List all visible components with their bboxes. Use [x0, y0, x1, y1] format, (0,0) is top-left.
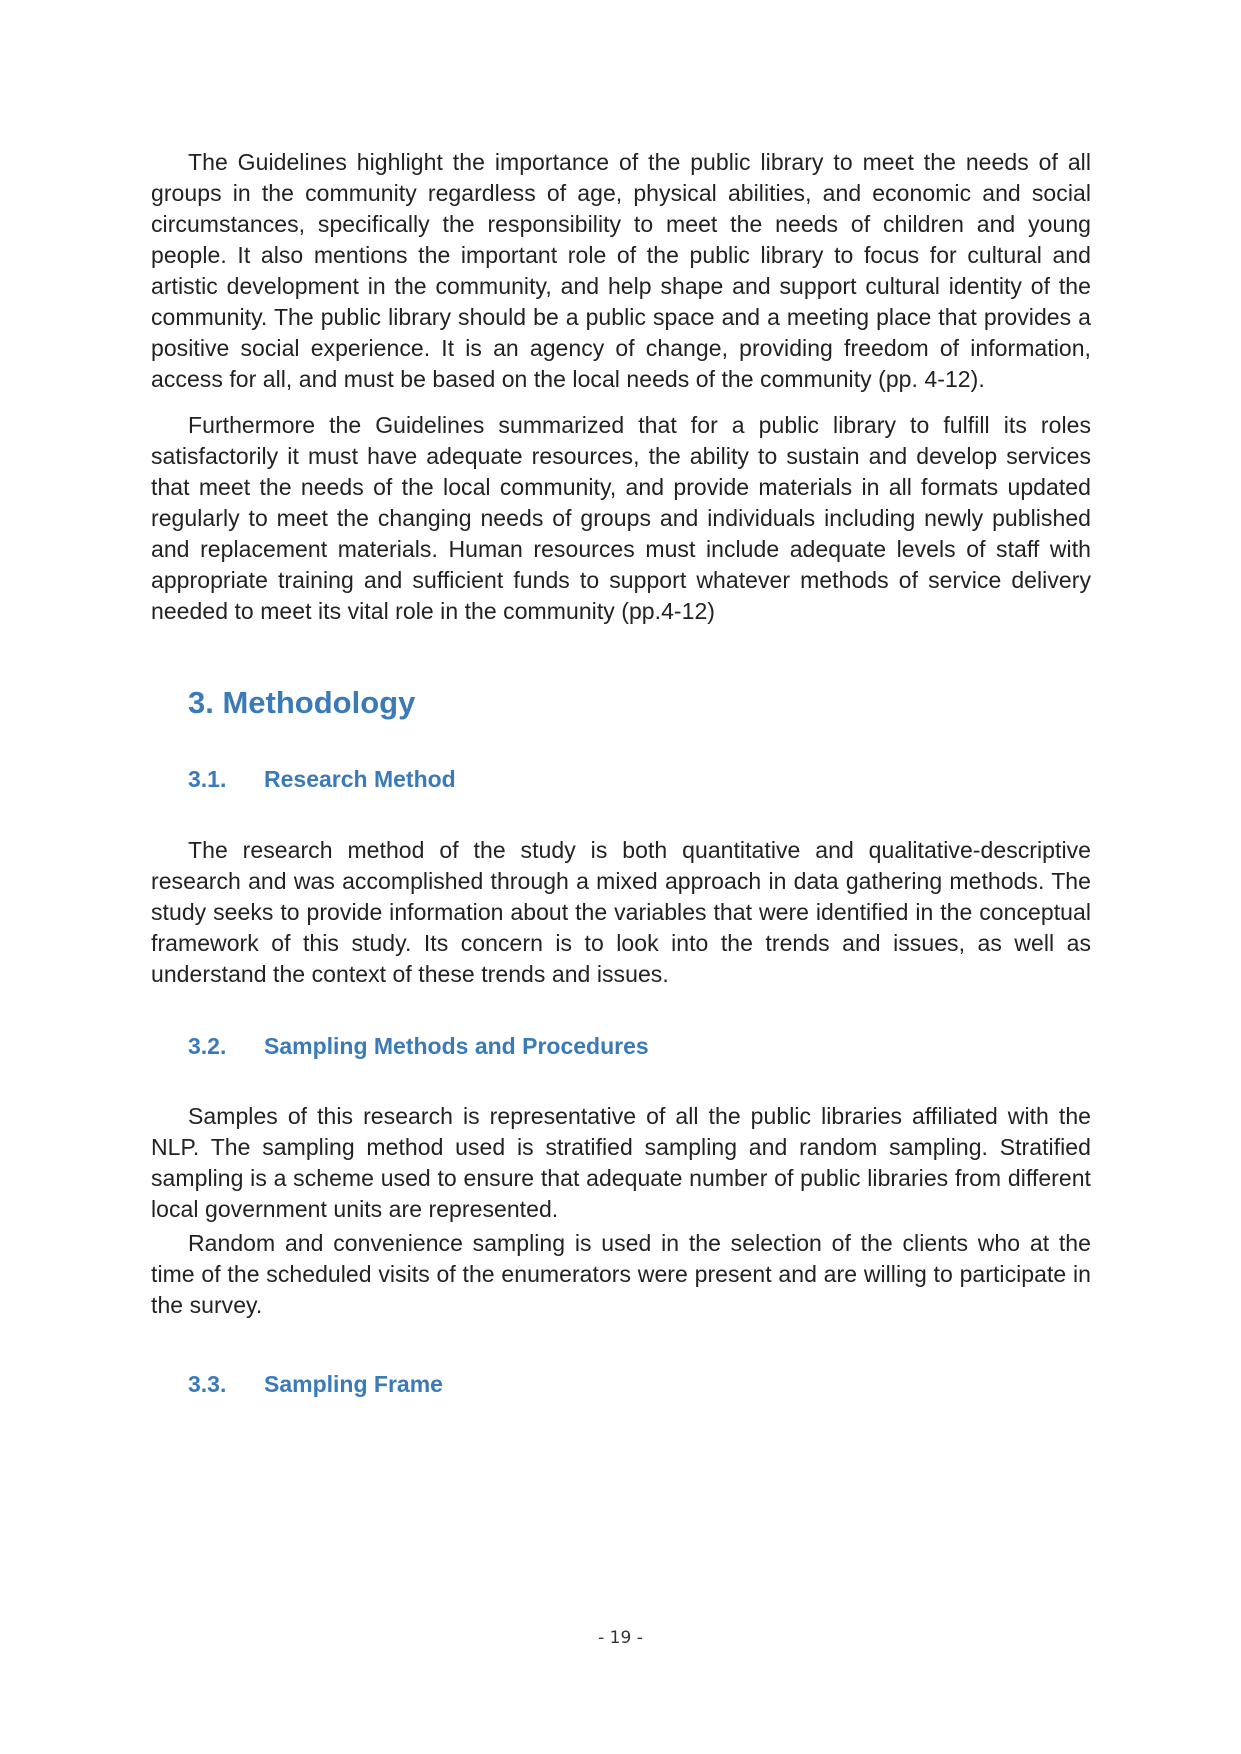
body-paragraph: Samples of this research is representative of all the public libraries affiliated with the NLP. The sampling method used is stratified sampling and random sampling. Stratified sampling is a scheme used to ensure that adequate number of public libraries from different local government units are represented. [151, 1103, 1091, 1222]
subsection-number: 3.1. [188, 766, 227, 792]
subsection-number: 3.3. [188, 1371, 227, 1397]
body-paragraph: Furthermore the Guidelines summarized that for a public library to fulfill its roles satisfactorily it must have adequate resources, the ability to sustain and develop services that meet the needs of the local community, and provide materials in all formats updated regularly to meet the changing needs of groups and individuals including newly published and replacement materials. Human resources must include adequate levels of staff with appropriate training and sufficient funds to support whatever methods of service delivery needed to meet its vital role in the community (pp.4-12) [151, 412, 1091, 624]
body-paragraph: The Guidelines highlight the importance of the public library to meet the needs of all groups in the community regardless of age, physical abilities, and economic and social circumstances, specifically the responsibility to meet the needs of children and young people. It also mentions the important role of the public library to focus for cultural and artistic development in the community, and help shape and support cultural identity of the community. The public library should be a public space and a meeting place that provides a positive social experience. It is an agency of change, providing freedom of information, access for all, and must be based on the local needs of the community (pp. 4-12). [151, 149, 1091, 392]
subsection-heading [188, 1031, 649, 1061]
body-paragraph: Random and convenience sampling is used in the selection of the clients who at the time of the scheduled visits of the enumerators were present and are willing to participate in the survey. [151, 1230, 1091, 1318]
subsection-title: Sampling Methods and Procedures [264, 1033, 649, 1059]
subsection-heading [188, 1369, 443, 1399]
body-paragraph: The research method of the study is both quantitative and qualitative-descriptive research and was accomplished through a mixed approach in data gathering methods. The study seeks to provide information about the variables that were identified in the conceptual framework of this study. Its concern is to look into the trends and issues, as well as understand the context of these trends and issues. [151, 837, 1091, 987]
subsection-number: 3.2. [188, 1033, 227, 1059]
subsection-title: Research Method [264, 766, 456, 792]
section-heading: 3. Methodology [188, 685, 416, 720]
page-number: - 19 - [598, 1628, 643, 1648]
subsection-heading [188, 764, 456, 794]
subsection-title: Sampling Frame [264, 1371, 443, 1397]
